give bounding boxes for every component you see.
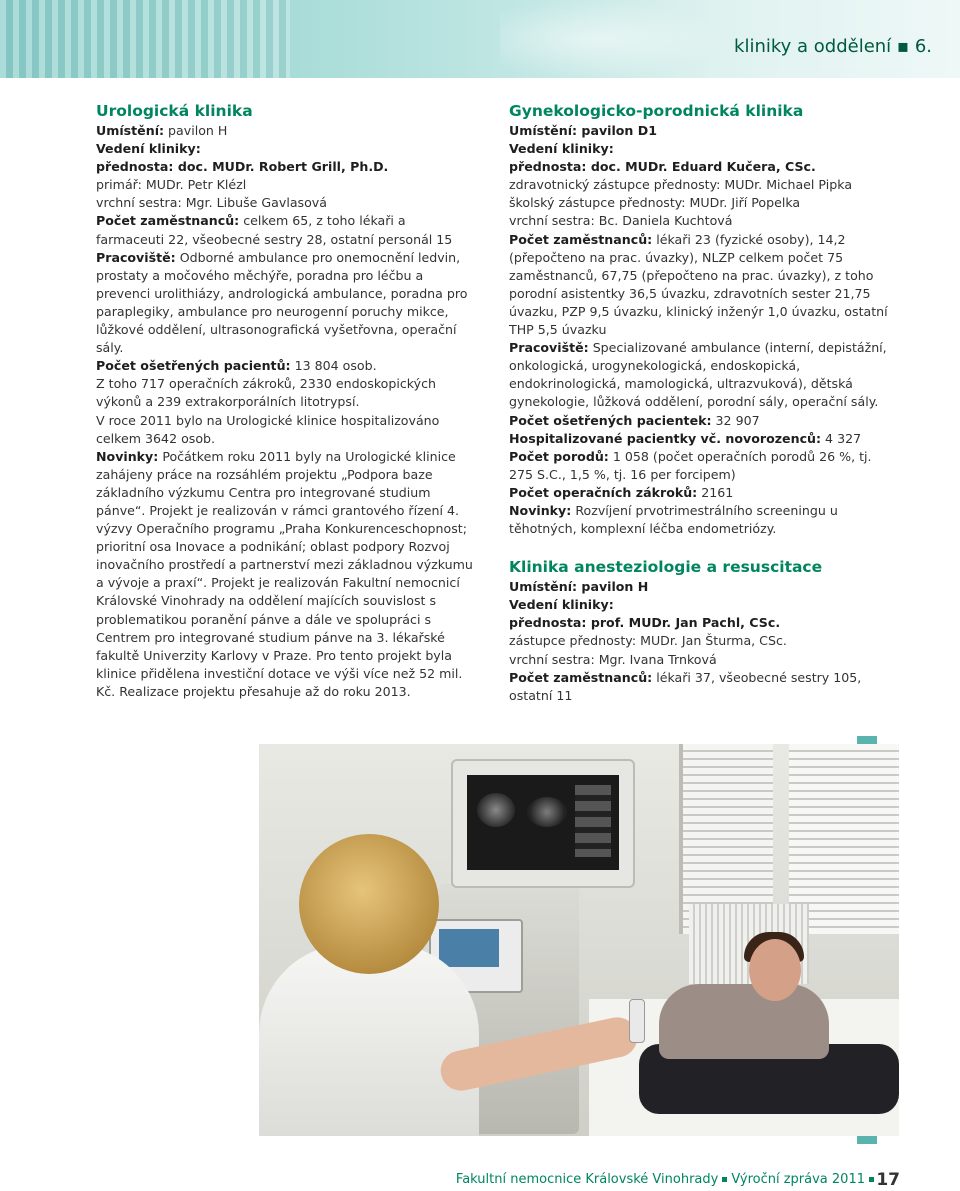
corner-marker-top (857, 736, 877, 744)
ultrasound-image (527, 797, 567, 827)
detail-text: 4 327 (821, 430, 862, 446)
patient-head (749, 939, 801, 1001)
ultrasound-photo (259, 744, 899, 1136)
detail-text: zástupce přednosty: MUDr. Jan Šturma, CSc. (509, 633, 787, 649)
detail-label: Počet porodů: (509, 448, 609, 464)
detail-label: Počet zaměstnanců: (96, 213, 240, 229)
detail-text: celkem 65, z toho lékaři a farmaceuti 22, všeobecné sestry 28, ostatní personál 15 (96, 213, 453, 247)
detail-label: přednosta: prof. MUDr. Jan Pachl, CSc. (509, 615, 781, 631)
footer-report-title: Výroční zpráva 2011 (731, 1172, 865, 1187)
detail-label: Počet zaměstnanců: (509, 231, 653, 247)
detail-line (96, 140, 476, 158)
detail-text: Rozvíjení prvotrimestrálního screeningu u těhotných, komplexní léčba endometriózy. (509, 502, 838, 537)
detail-text: vrchní sestra: Mgr. Ivana Trnková (509, 651, 717, 667)
detail-line (96, 122, 476, 140)
detail-line (509, 669, 889, 705)
detail-text: Specializované ambulance (interní, depistážní, onkologická, urogynekologická, endoskopická, endokrinologická, mamologická, ultrazvuková), dětská gynekologie, lůžková oddělení, porodní sály, operační sály. (509, 340, 887, 410)
detail-label: Vedení kliniky: (509, 141, 614, 157)
detail-label: přednosta: doc. MUDr. Robert Grill, Ph.D. (96, 159, 389, 175)
detail-line (509, 122, 889, 140)
detail-line (509, 502, 889, 538)
detail-line (509, 158, 889, 176)
footer-separator (722, 1177, 727, 1182)
detail-line (96, 448, 476, 701)
detail-text: vrchní sestra: Mgr. Libuše Gavlasová (96, 195, 327, 211)
detail-line (509, 632, 889, 650)
ultrasound-probe (629, 999, 645, 1043)
detail-text: 13 804 osob. (290, 358, 377, 374)
ultrasound-image (477, 793, 515, 827)
detail-text: Odborné ambulance pro onemocnění ledvin, prostaty a močového měchýře, poradna pro léčbu a prevenci urolithiázy, andrologická ambulance, poradna pro paraplegiky, ambulance pro neurogenní poruchy mikce, lůžkové oddělení, ultrasonografická vyšetřovna, operační sály. (96, 249, 468, 356)
detail-label: Pracoviště: (509, 340, 589, 356)
detail-line (509, 578, 889, 596)
detail-text: lékaři 37, všeobecné sestry 105, ostatní 11 (509, 669, 862, 703)
footer-hospital-name: Fakultní nemocnice Královské Vinohrady (455, 1172, 719, 1187)
detail-label: Novinky: (96, 448, 159, 464)
detail-line (509, 339, 889, 411)
ultrasound-screen (467, 775, 619, 870)
detail-line (509, 484, 889, 502)
page-number: 17 (876, 1170, 900, 1190)
detail-line (96, 357, 476, 375)
section-title: kliniky a oddělení ▪ 6. (734, 36, 932, 57)
detail-line (96, 158, 476, 176)
detail-label: Pracoviště: (96, 249, 176, 265)
detail-text: Z toho 717 operačních zákroků, 2330 endoskopických výkonů a 239 extrakorporálních litotrypsí. (96, 376, 436, 410)
footer-separator (869, 1177, 874, 1182)
detail-text: pavilon H (164, 123, 228, 138)
detail-line (509, 194, 889, 212)
detail-line (509, 412, 889, 430)
urology-title: Urologická klinika (96, 102, 253, 120)
detail-text: lékaři 23 (fyzické osoby), 14,2 (přepočteno na prac. úvazky), NLZP celkem počet 75 zaměstnanců, 67,75 (přepočteno na prac. úvazky), z toho porodní asistentky 36,5 úvazku, zdravotních sester 21,75 úvazku, PZP 9,5 úvazku, klinický inženýr 1,0 úvazku, ostatní THP 5,5 úvazku (509, 231, 888, 338)
detail-text: Počátkem roku 2011 byly na Urologické klinice zahájeny práce na rozsáhlém projektu „Podpora baze základního výzkumu Centra pro integrované studium pánve“. Projekt je realizován v rámci grantového řízení 4. výzvy Operačního programu „Praha Konkurenceschopnost; prioritní osa Inovace a podnikání; oblast podpory Rozvoj inovačního prostředí a partnerství mezi základnou výzkumu a vývoje a praxí“. Projekt je realizován Fakultní nemocnicí Královské Vinohrady na oddělení majících souvislost s problematikou poranění pánve a dále ve spolupráci s Centrem pro integrované studium pánve na 3. lékařské fakultě Univerzity Karlovy v Praze. Pro tento projekt byla klinice přidělena investiční dotace ve výši více než 52 mil. Kč. Realizace projektu přesahuje až do roku 2013. (96, 448, 473, 699)
detail-text: zdravotnický zástupce přednosty: MUDr. Michael Pipka (509, 177, 853, 193)
detail-text: V roce 2011 bylo na Urologické klinice hospitalizováno celkem 3642 osob. (96, 412, 440, 446)
detail-label: Vedení kliniky: (509, 597, 614, 613)
detail-line (96, 249, 476, 358)
detail-line (509, 140, 889, 158)
gynecology-details (509, 122, 889, 538)
banner-photo-left (0, 0, 290, 78)
detail-text: 1 058 (počet operačních porodů 26 %, tj. 275 S.C., 1,5 %, tj. 16 per forcipem) (509, 448, 872, 482)
ultrasound-monitor (451, 759, 635, 888)
banner-photo-center (500, 0, 730, 78)
detail-label: Umístění: pavilon D1 (509, 123, 658, 138)
section-spacer (509, 538, 889, 556)
detail-line (96, 212, 476, 248)
ultrasound-thumbnails (575, 785, 611, 857)
detail-text: vrchní sestra: Bc. Daniela Kuchtová (509, 213, 733, 229)
detail-label: Hospitalizované pacientky vč. novorozenců: (509, 430, 822, 446)
nurse-hair (299, 834, 439, 974)
detail-label: Novinky: (509, 502, 572, 518)
detail-line (509, 231, 889, 340)
footer (456, 1172, 900, 1187)
detail-label: Umístění: (96, 123, 165, 138)
detail-line (96, 194, 476, 212)
detail-line (509, 651, 889, 669)
detail-line (509, 614, 889, 632)
patient-torso (659, 984, 829, 1059)
detail-label: Umístění: pavilon H (509, 579, 649, 595)
detail-line (96, 176, 476, 194)
detail-text: 2161 (697, 484, 734, 500)
anesthesiology-title: Klinika anesteziologie a resuscitace (509, 558, 823, 577)
detail-text: školský zástupce přednosty: MUDr. Jiří Popelka (509, 195, 801, 211)
corner-marker-bottom (857, 1136, 877, 1144)
detail-label: Počet operačních zákroků: (509, 484, 698, 500)
detail-label: Počet ošetřených pacientek: (509, 412, 712, 428)
detail-label: Počet zaměstnanců: (509, 669, 653, 685)
detail-line (96, 375, 476, 411)
detail-line (509, 448, 889, 484)
anesthesiology-details (509, 578, 889, 705)
detail-text: 32 907 (711, 412, 760, 428)
right-column (509, 100, 889, 705)
detail-label: přednosta: doc. MUDr. Eduard Kučera, CSc. (509, 159, 816, 175)
detail-line (96, 412, 476, 448)
detail-label: Počet ošetřených pacientů: (96, 358, 291, 374)
detail-text: primář: MUDr. Petr Klézl (96, 177, 247, 193)
gynecology-title: Gynekologicko-porodnická klinika (509, 102, 804, 120)
control-panel-screen (439, 929, 499, 967)
urology-column (96, 100, 476, 701)
detail-label: Vedení kliniky: (96, 141, 201, 157)
detail-line (509, 212, 889, 230)
detail-line (509, 430, 889, 448)
urology-details (96, 122, 476, 701)
detail-line (509, 176, 889, 194)
detail-line (509, 596, 889, 614)
